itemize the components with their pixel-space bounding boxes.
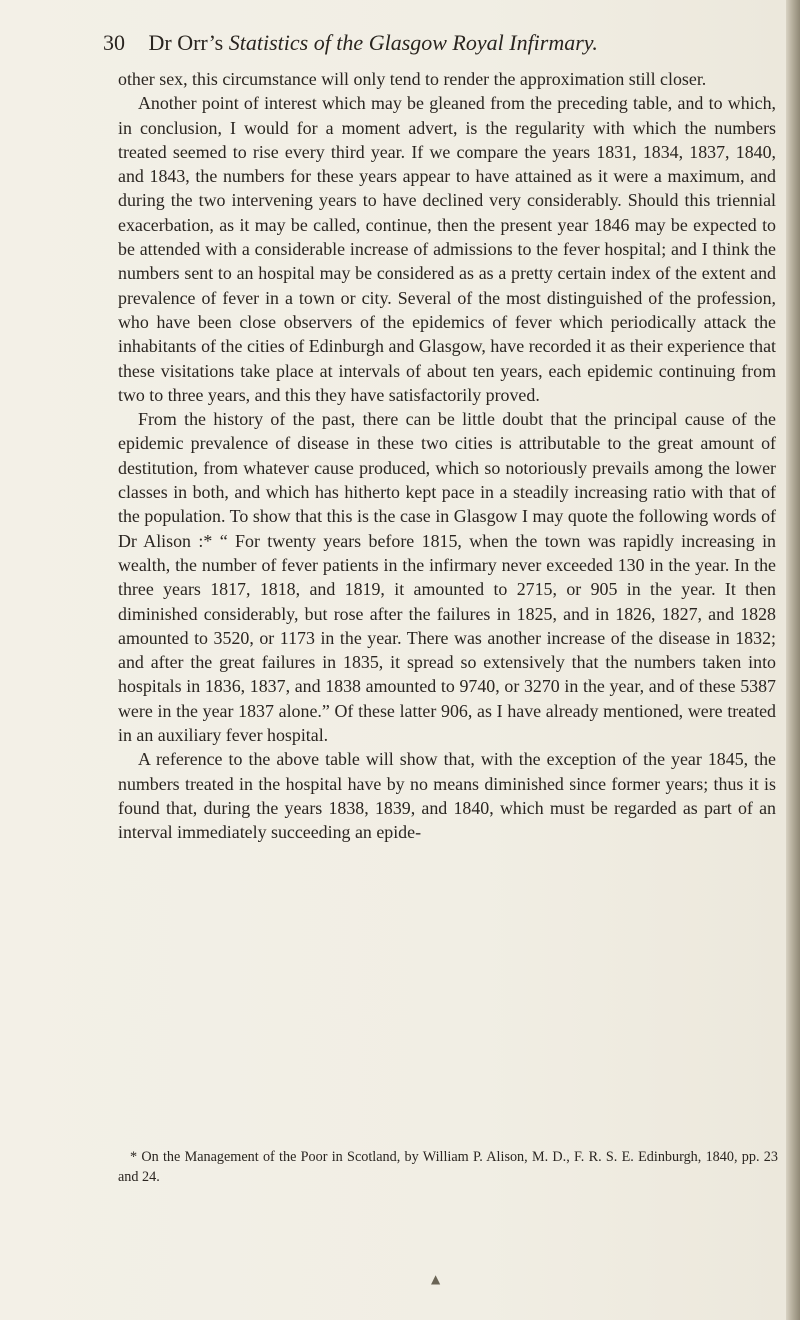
paragraph-1: other sex, this circumstance will only tend to render the approximation still closer. [118,69,707,89]
header-author: Dr Orr’s [148,30,224,55]
page-number: 30 [103,30,125,55]
header-title: Statistics of the Glasgow Royal Infirmary. [228,30,598,55]
paragraph-3: From the history of the past, there can be little doubt that the principal cause of the epidemic prevalence of disease in these two cities is attributable to the great amount of destitution, from whatever cause produced, which so notoriously prevails among the lower classes in both, and which has hitherto kept pace in a steadily increasing ratio with that of the population. To show that this is the case in Glasgow I may quote the following words of Dr Alison :* “ For twenty years before 1815, when the town was rapidly increasing in wealth, the number of fever patients in the infirmary never exceeded 130 in the year. In the three years 1817, 1818, and 1819, it amounted to 2715, or 905 in the year. It then diminished considerably, but rose after the failures in 1825, and in 1826, 1827, and 1828 amounted to 3520, or 1173 in the year. There was another increase of the disease in 1832; and after the great failures in 1835, it spread so extensively that the numbers taken into hospitals in 1836, 1837, and 1838 amounted to 9740, or 3270 in the year, and of these 5387 were in the year 1837 alone.” Of these latter 906, as I have already mentioned, were treated in an auxiliary fever hospital. [118,409,776,746]
running-header [103,30,743,56]
footnote-text: * On the Management of the Poor in Scotland, by William P. Alison, M. D., F. R. S. E. Edinburgh, 1840, pp. 23 and 24. [118,1149,778,1185]
printer-mark: ▲ [431,1272,441,1286]
paragraph-2: Another point of interest which may be gleaned from the preceding table, and to which, in conclusion, I would for a moment advert, is the regularity with which the numbers treated seemed to rise every third year. If we compare the years 1831, 1834, 1837, 1840, and 1843, the numbers for these years appear to have attained as it were a maximum, and during the two intervening years to have declined very considerably. Should this triennial exacerbation, as it may be called, continue, then the present year 1846 may be expected to be attended with a considerable increase of admissions to the fever hospital; and I think the numbers sent to an hospital may be considered as as a pretty certain index of the extent and prevalence of fever in a town or city. Several of the most distinguished of the profession, who have been close observers of the epidemics of fever which periodically attack the inhabitants of the cities of Edinburgh and Glasgow, have recorded it as their experience that these visitations take place at intervals of about ten years, each epidemic continuing from two to three years, and this they have satisfactorily proved. [118,93,776,405]
body-text [118,67,776,845]
paragraph-4: A reference to the above table will show that, with the exception of the year 1845, the numbers treated in the hospital have by no means diminished since former years; thus it is found that, during the years 1838, 1839, and 1840, which must be regarded as part of an interval immediately succeeding an epide- [118,749,776,843]
footnote [118,1147,778,1187]
page-edge-shadow [786,0,800,1320]
